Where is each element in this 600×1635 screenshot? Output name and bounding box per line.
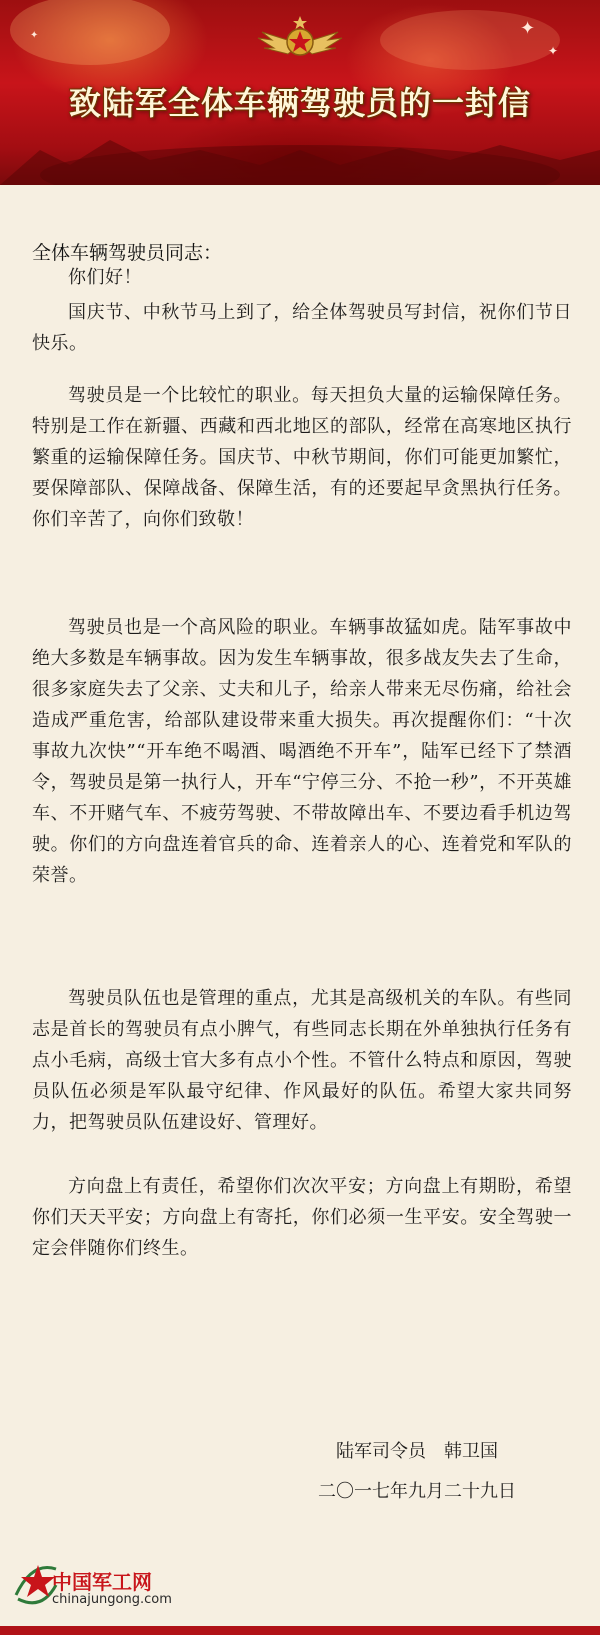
paragraph-greeting: 你们好！ (68, 267, 142, 288)
paragraph-high-risk: 驾驶员也是一个高风险的职业。车辆事故猛如虎。陆军事故中绝大多数是车辆事故。因为发生车辆事故，很多战友失去了生命，很多家庭失去了父亲、丈夫和儿子，给亲人带来无尽伤痛，给社会造成严重危害，给部队建设带来重大损失。再次提醒你们：“十次事故九次快”“开车绝不喝酒、喝酒绝不开车”，陆军已经下了禁酒令，驾驶员是第一执行人，开车“宁停三分、不抢一秒”，不开英雄车、不开赌气车、不疲劳驾驶、不带故障出车、不要边看手机边驾驶。你们的方向盘连着官兵的命、连着亲人的心、连着党和军队的荣誉。 (32, 617, 572, 886)
signature: 陆军司令员 韩卫国 (336, 1441, 498, 1462)
sparkle-icon: ✦ (30, 30, 39, 41)
banner-title: 致陆军全体车辆驾驶员的一封信 (68, 84, 531, 122)
army-emblem-icon (252, 14, 348, 68)
paragraph-holiday: 国庆节、中秋节马上到了，给全体驾驶员写封信，祝你们节日快乐。 (32, 302, 572, 354)
salutation: 全体车辆驾驶员同志： (32, 242, 223, 264)
paragraph-busy-job: 驾驶员是一个比较忙的职业。每天担负大量的运输保障任务。特别是工作在新疆、西藏和西北地区的部队，经常在高寒地区执行繁重的运输保障任务。国庆节、中秋节期间，你们可能更加繁忙，要保障部队、保障战备、保障生活，有的还要起早贪黑执行任务。你们辛苦了，向你们致敬！ (32, 385, 572, 530)
paragraph-management: 驾驶员队伍也是管理的重点，尤其是高级机关的车队。有些同志是首长的驾驶员有点小脾气，有些同志长期在外单独执行任务有点小毛病，高级士官大多有点小个性。不管什么特点和原因，驾驶员队伍必须是军队最守纪律、作风最好的队伍。希望大家共同努力，把驾驶员队伍建设好、管理好。 (32, 988, 572, 1133)
sparkle-icon: ✦ (520, 18, 536, 39)
sparkle-icon: ✦ (548, 44, 559, 58)
letter-date: 二〇一七年九月二十九日 (318, 1481, 516, 1502)
header-banner (0, 0, 600, 185)
bottom-bar (0, 1626, 600, 1635)
paragraph-safety: 方向盘上有责任，希望你们次次平安；方向盘上有期盼，希望你们天天平安；方向盘上有寄托，你们必须一生平安。安全驾驶一定会伴随你们终生。 (32, 1176, 572, 1259)
site-logo-text: 中国军工网 (52, 1570, 152, 1594)
site-logo-url: chinajungong.com (52, 1592, 172, 1607)
